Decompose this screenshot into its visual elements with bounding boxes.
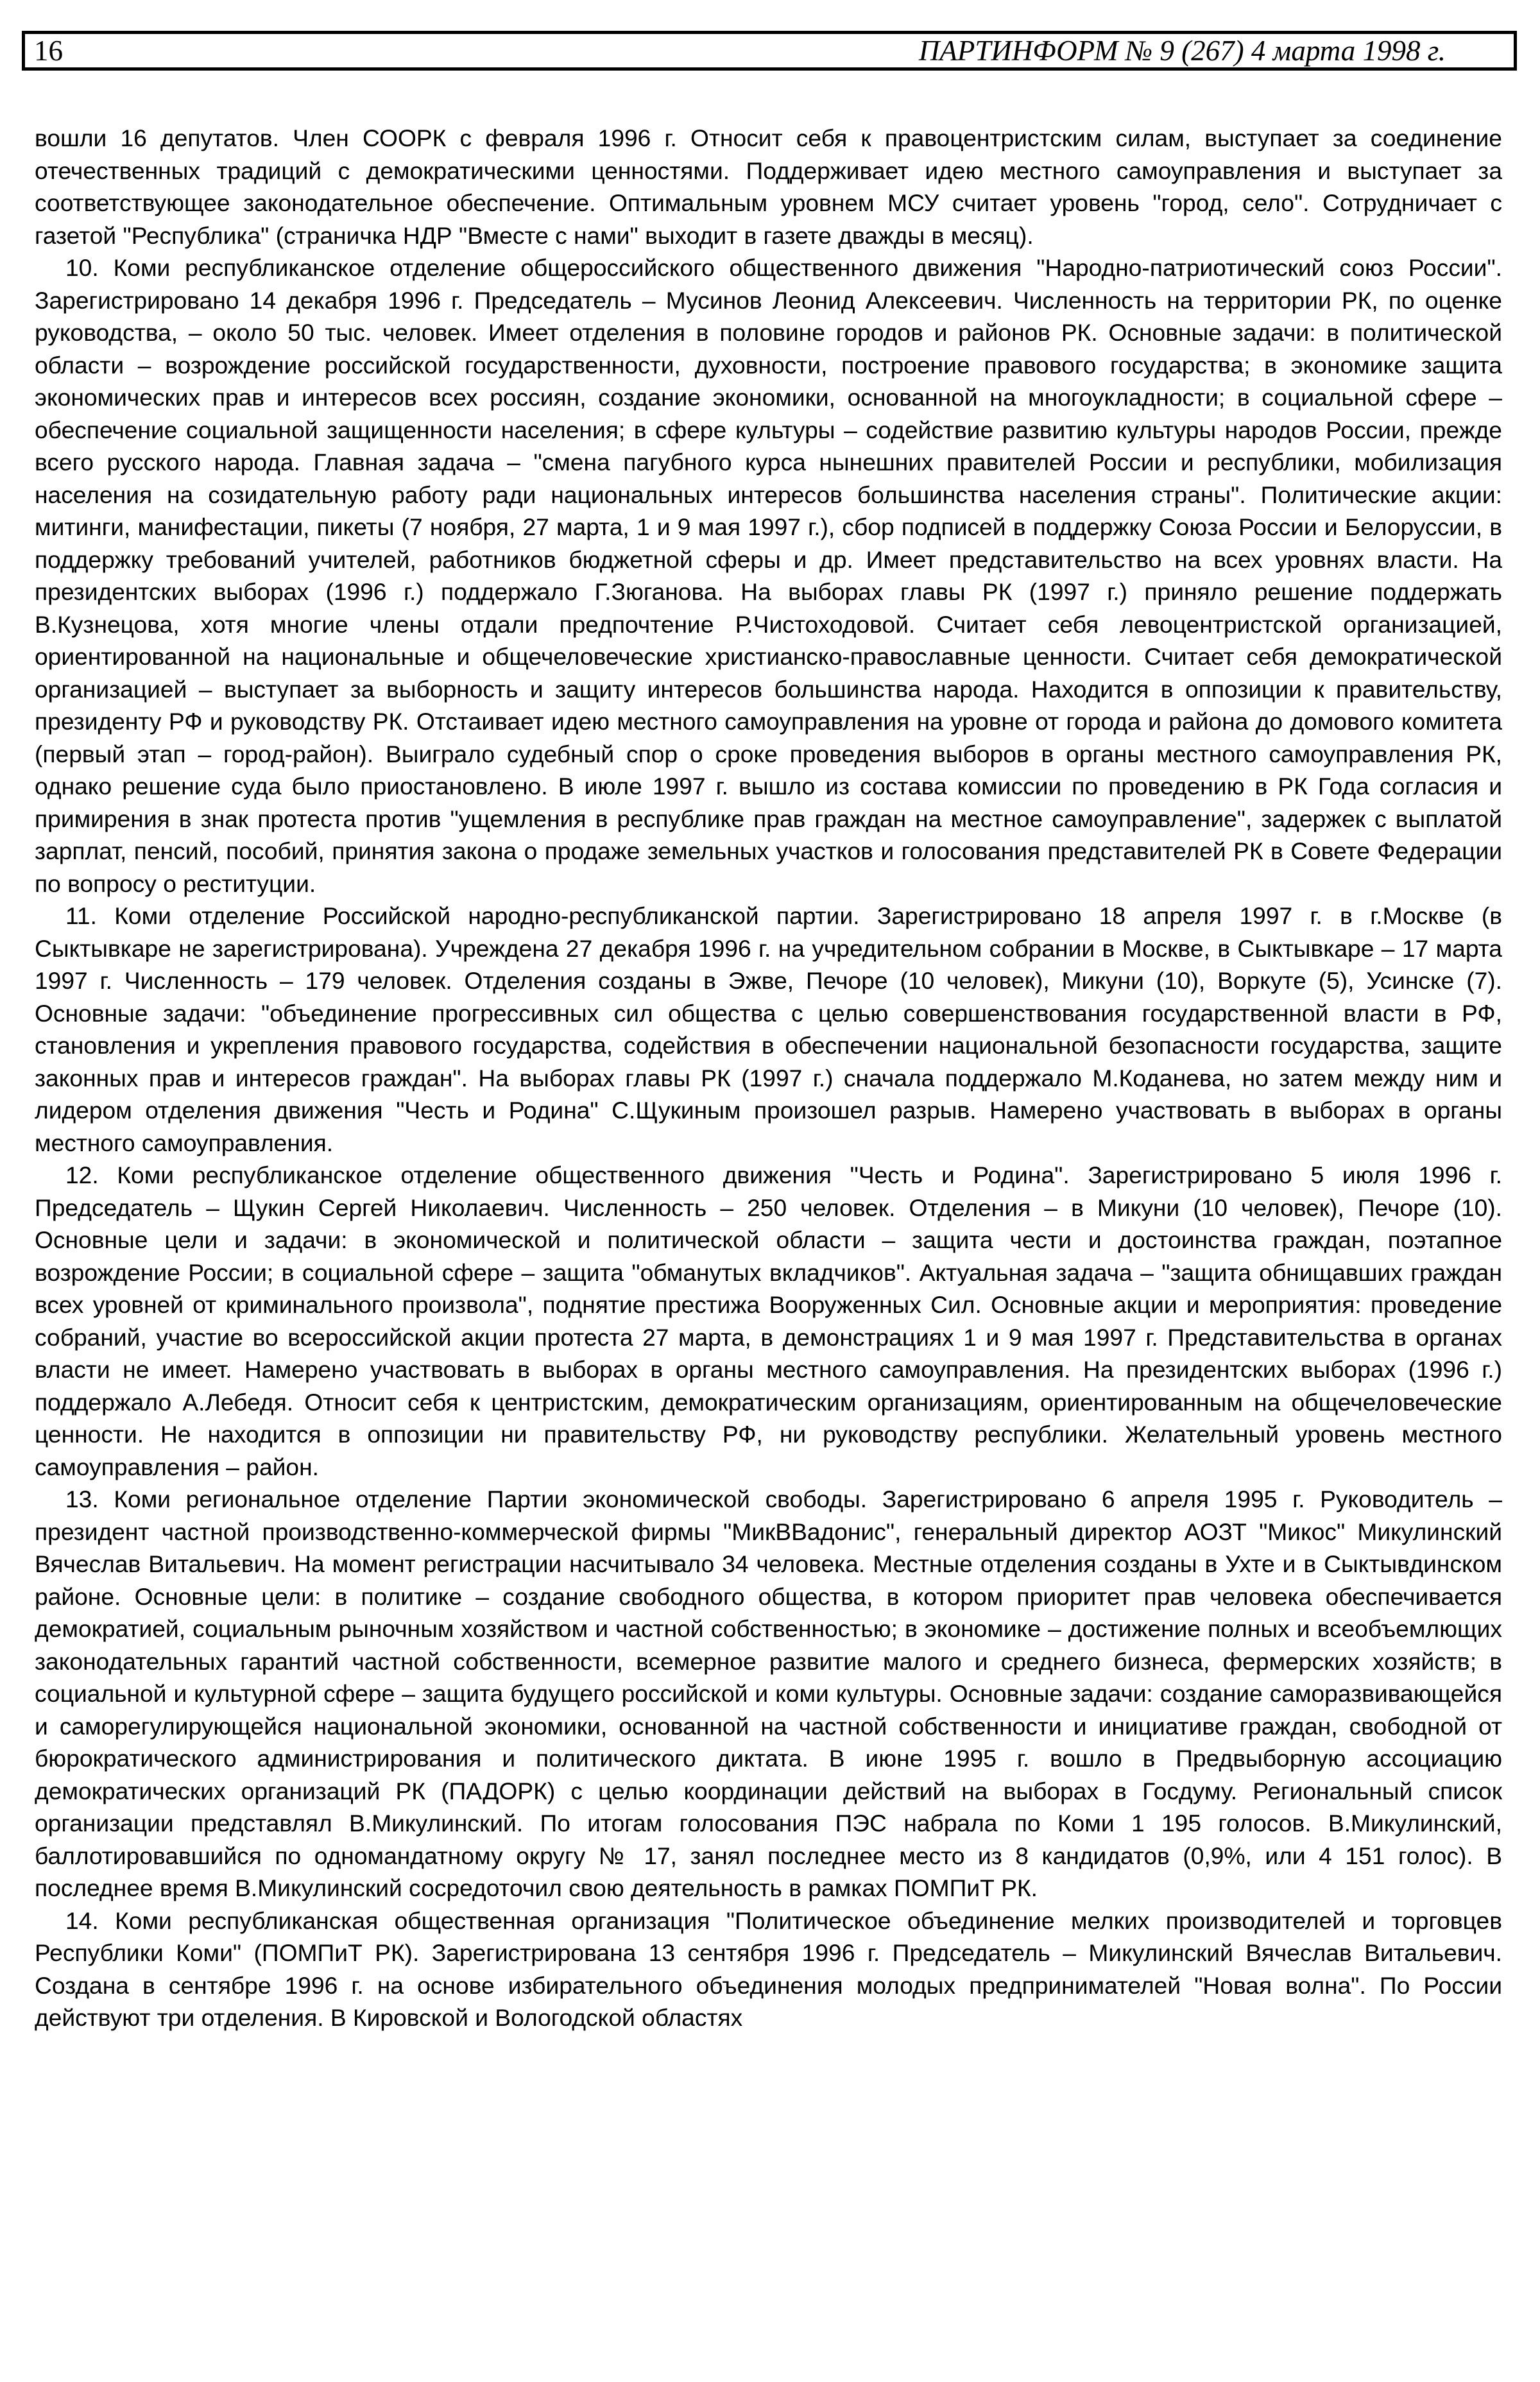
- paragraph-item-12: 12. Коми республиканское отделение общественного движения "Честь и Родина". Зарегистрировано 5 июля 1996 г. Председатель – Щукин Сергей Николаевич. Численность – 250 человек. Отделения – в Микуни (10 человек), Печоре (10). Основные цели и задачи: в экономической и политической области – защита чести и достоинства граждан, поэтапное возрождение России; в социальной сфере – защита "обманутых вкладчиков". Актуальная задача – "защита обнищавших граждан всех уровней от криминального произвола", поднятие престижа Вооруженных Сил. Основные акции и мероприятия: проведение собраний, участие во всероссийской акции протеста 27 марта, в демонстрациях 1 и 9 мая 1997 г. Представительства в органах власти не имеет. Намерено участвовать в выборах в органы местного самоуправления. На президентских выборах (1996 г.) поддержало А.Лебедя. Относит себя к центристским, демократическим организациям, ориентированным на общечеловеческие ценности. Не находится в оппозиции ни правительству РФ, ни руководству республики. Желательный уровень местного самоуправления – район.: [35, 1161, 1502, 1480]
- article-body: [35, 122, 1502, 2034]
- page-header: [22, 31, 1517, 71]
- page-number: 16: [34, 35, 63, 67]
- paragraph-item-10: 10. Коми республиканское отделение общероссийского общественного движения "Народно-патриотический союз России". Зарегистрировано 14 декабря 1996 г. Председатель – Мусинов Леонид Алексеевич. Численность на территории РК, по оценке руководства, – около 50 тыс. человек. Имеет отделения в половине городов и районов РК. Основные задачи: в политической области – возрождение российской государственности, духовности, построение правового государства; в экономике защита экономических прав и интересов всех россиян, создание экономики, основанной на многоукладности; в социальной сфере – обеспечение социальной защищенности населения; в сфере культуры – содействие развитию культуры народов России, прежде всего русского народа. Главная задача – "смена пагубного курса нынешних правителей России и республики, мобилизация населения на созидательную работу ради национальных интересов большинства населения страны". Политические акции: митинги, манифестации, пикеты (7 ноября, 27 марта, 1 и 9 мая 1997 г.), сбор подписей в поддержку Союза России и Белоруссии, в поддержку требований учителей, работников бюджетной сферы и др. Имеет представительство на всех уровнях власти. На президентских выборах (1996 г.) поддержало Г.Зюганова. На выборах главы РК (1997 г.) приняло решение поддержать В.Кузнецова, хотя многие члены отдали предпочтение Р.Чистоходовой. Считает себя левоцентристской организацией, ориентированной на национальные и общечеловеческие христианско-православные ценности. Считает себя демократической организацией – выступает за выборность и защиту интересов большинства народа. Находится в оппозиции к правительству, президенту РФ и руководству РК. Отстаивает идею местного самоуправления на уровне от города и района до домового комитета (первый этап – город-район). Выиграло судебный спор о сроке проведения выборов в органы местного самоуправления РК, однако решение суда было приостановлено. В июле 1997 г. вышло из состава комиссии по проведению в РК Года согласия и примирения в знак протеста против "ущемления в республике прав граждан на местное самоуправление", задержек с выплатой зарплат, пенсий, пособий, принятия закона о продаже земельных участков и голосования представителей РК в Совете Федерации по вопросу о реституции.: [35, 254, 1502, 897]
- paragraph-item-14: 14. Коми республиканская общественная организация "Политическое объединение мелких производителей и торговцев Республики Коми" (ПОМПиТ РК). Зарегистрирована 13 сентября 1996 г. Председатель – Микулинский Вячеслав Витальевич. Создана в сентябре 1996 г. на основе избирательного объединения молодых предпринимателей "Новая волна". По России действуют три отделения. В Кировской и Вологодской областях: [35, 1906, 1502, 2031]
- paragraph-continuation: вошли 16 депутатов. Член СООРК с февраля 1996 г. Относит себя к правоцентристским силам, выступает за соединение отечественных традиций с демократическими ценностями. Поддерживает идею местного самоуправления и выступает за соответствующее законодательное обеспечение. Оптимальным уровнем МСУ считает уровень "город, село". Сотрудничает с газетой "Республика" (страничка НДР "Вместе с нами" выходит в газете дважды в месяц).: [35, 124, 1502, 249]
- paragraph-item-13: 13. Коми региональное отделение Партии экономической свободы. Зарегистрировано 6 апреля 1995 г. Руководитель – президент частной производственно-коммерческой фирмы "МикВВадонис", генеральный директор АОЗТ "Микос" Микулинский Вячеслав Витальевич. На момент регистрации насчитывало 34 человека. Местные отделения созданы в Ухте и в Сыктывдинском районе. Основные цели: в политике – создание свободного общества, в котором приоритет прав человека обеспечивается демократией, социальным рыночным хозяйством и частной собственностью; в экономике – достижение полных и всеобъемлющих законодательных гарантий частной собственности, всемерное развитие малого и среднего бизнеса, фермерских хозяйств; в социальной и культурной сфере – защита будущего российской и коми культуры. Основные задачи: создание саморазвивающейся и саморегулирующейся национальной экономики, основанной на частной собственности и инициативе граждан, свободной от бюрократического администрирования и политического диктата. В июне 1995 г. вошло в Предвыборную ассоциацию демократических организаций РК (ПАДОРК) с целью координации действий на выборах в Госдуму. Региональный список организации представлял В.Микулинский. По итогам голосования ПЭС набрала по Коми 1 195 голосов. В.Микулинский, баллотировавшийся по одномандатному округу № 17, занял последнее место из 8 кандидатов (0,9%, или 4 151 голос). В последнее время В.Микулинский сосредоточил свою деятельность в рамках ПОМПиТ РК.: [35, 1486, 1502, 1901]
- publication-issue: ПАРТИНФОРМ № 9 (267) 4 марта 1998 г.: [918, 35, 1446, 67]
- paragraph-item-11: 11. Коми отделение Российской народно-республиканской партии. Зарегистрировано 18 апреля 1997 г. в г.Москве (в Сыктывкаре не зарегистрирована). Учреждена 27 декабря 1996 г. на учредительном собрании в Москве, в Сыктывкаре – 17 марта 1997 г. Численность – 179 человек. Отделения созданы в Эжве, Печоре (10 человек), Микуни (10), Воркуте (5), Усинске (7). Основные задачи: "объединение прогрессивных сил общества с целью совершенствования государственной власти в РФ, становления и укрепления правового государства, содействия в обеспечении национальной безопасности государства, защите законных прав и интересов граждан". На выборах главы РК (1997 г.) сначала поддержало М.Коданева, но затем между ним и лидером отделения движения "Честь и Родина" С.Щукиным произошел разрыв. Намерено участвовать в выборах в органы местного самоуправления.: [35, 902, 1502, 1156]
